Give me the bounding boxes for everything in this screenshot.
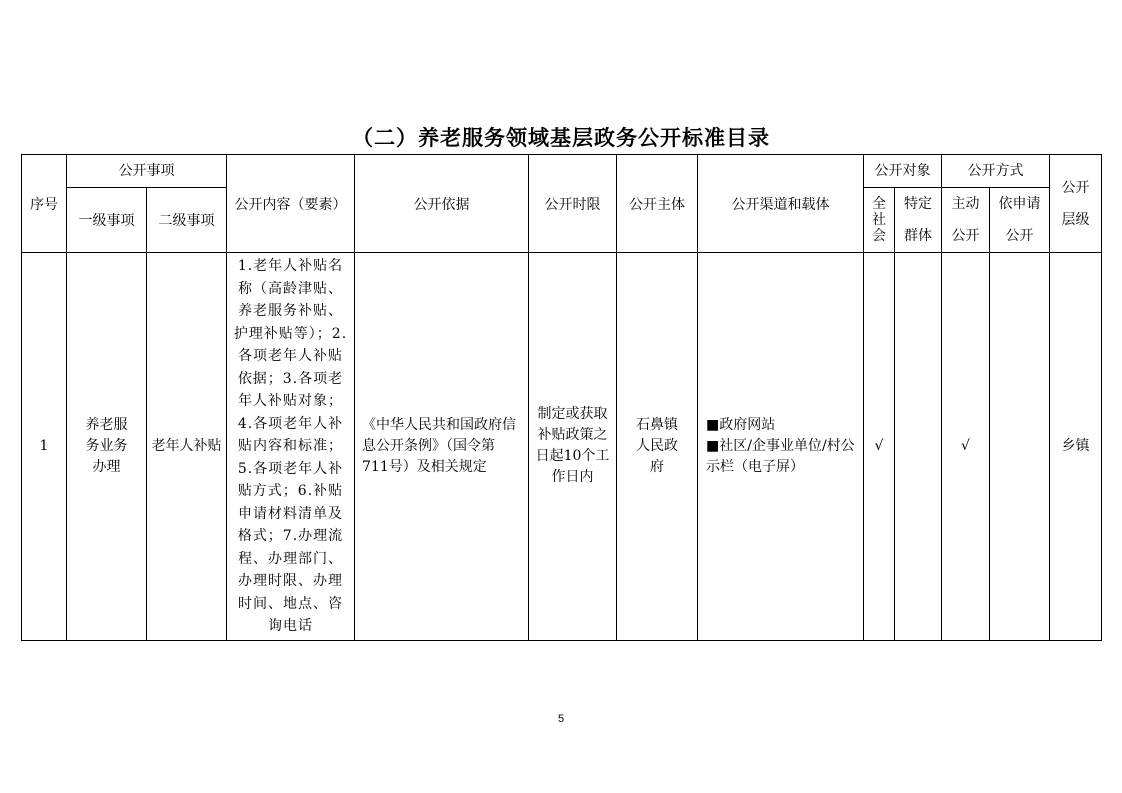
header-items-group: 公开事项 bbox=[67, 155, 227, 188]
cell-level: 乡镇 bbox=[1050, 253, 1102, 641]
header-method-request-line: 公开 bbox=[1005, 228, 1034, 244]
channel-item: ■社区/企事业单位/村公示栏（电子屏） bbox=[706, 437, 855, 475]
page-title: （二）养老服务领域基层政务公开标准目录 bbox=[352, 125, 770, 150]
header-method-request bbox=[990, 188, 1050, 253]
header-method-active-line: 公开 bbox=[951, 228, 980, 244]
header-item-level1: 一级事项 bbox=[67, 188, 147, 253]
cell-time-limit: 制定或获取补贴政策之日起10个工作日内 bbox=[529, 253, 617, 641]
header-target-specific bbox=[895, 188, 942, 253]
header-level bbox=[1050, 155, 1102, 253]
header-subject: 公开主体 bbox=[617, 155, 698, 253]
header-target-specific-line: 群体 bbox=[904, 228, 932, 244]
header-level-line: 公开 bbox=[1061, 179, 1090, 196]
header-method-active bbox=[942, 188, 990, 253]
cell-method-request bbox=[990, 253, 1050, 641]
cell-method-active: √ bbox=[942, 253, 990, 641]
header-method-group: 公开方式 bbox=[942, 155, 1050, 188]
header-target-all-char: 社 bbox=[872, 212, 886, 228]
header-target-group: 公开对象 bbox=[864, 155, 942, 188]
cell-subject: 石鼻镇人民政府 bbox=[617, 253, 698, 641]
header-target-all-char: 会 bbox=[872, 228, 886, 244]
cell-target-specific bbox=[895, 253, 942, 641]
cell-basis: 《中华人民共和国政府信息公开条例》（国令第711号）及相关规定 bbox=[355, 253, 529, 641]
catalog-table bbox=[21, 154, 1102, 641]
header-method-request-line: 依申请 bbox=[998, 196, 1041, 212]
header-content: 公开内容（要素） bbox=[227, 155, 355, 253]
cell-channel bbox=[698, 253, 864, 641]
cell-item-level1: 养老服务业务办理 bbox=[67, 253, 147, 641]
header-target-all bbox=[864, 188, 895, 253]
header-time-limit: 公开时限 bbox=[529, 155, 617, 253]
cell-target-all: √ bbox=[864, 253, 895, 641]
page-number: 5 bbox=[557, 713, 565, 725]
table-row bbox=[22, 253, 1102, 641]
header-method-active-line: 主动 bbox=[951, 196, 980, 212]
header-target-specific-line: 特定 bbox=[904, 196, 932, 212]
cell-item-level2: 老年人补贴 bbox=[147, 253, 227, 641]
header-basis: 公开依据 bbox=[355, 155, 529, 253]
header-target-all-char: 全 bbox=[872, 196, 886, 212]
header-level-line: 层级 bbox=[1061, 211, 1090, 228]
cell-seq: 1 bbox=[22, 253, 67, 641]
channel-item: ■政府网站 bbox=[706, 416, 776, 433]
header-seq: 序号 bbox=[22, 155, 67, 253]
cell-content: 1.老年人补贴名称（高龄津贴、养老服务补贴、护理补贴等）；2.各项老年人补贴依据；3.各项老年人补贴对象；4.各项老年人补贴内容和标准；5.各项老年人补贴方式；6.补贴申请材料清单及格式；7.办理流程、办理部门、办理时限、办理时间、地点、咨询电话 bbox=[227, 253, 355, 641]
header-item-level2: 二级事项 bbox=[147, 188, 227, 253]
header-channel: 公开渠道和载体 bbox=[698, 155, 864, 253]
